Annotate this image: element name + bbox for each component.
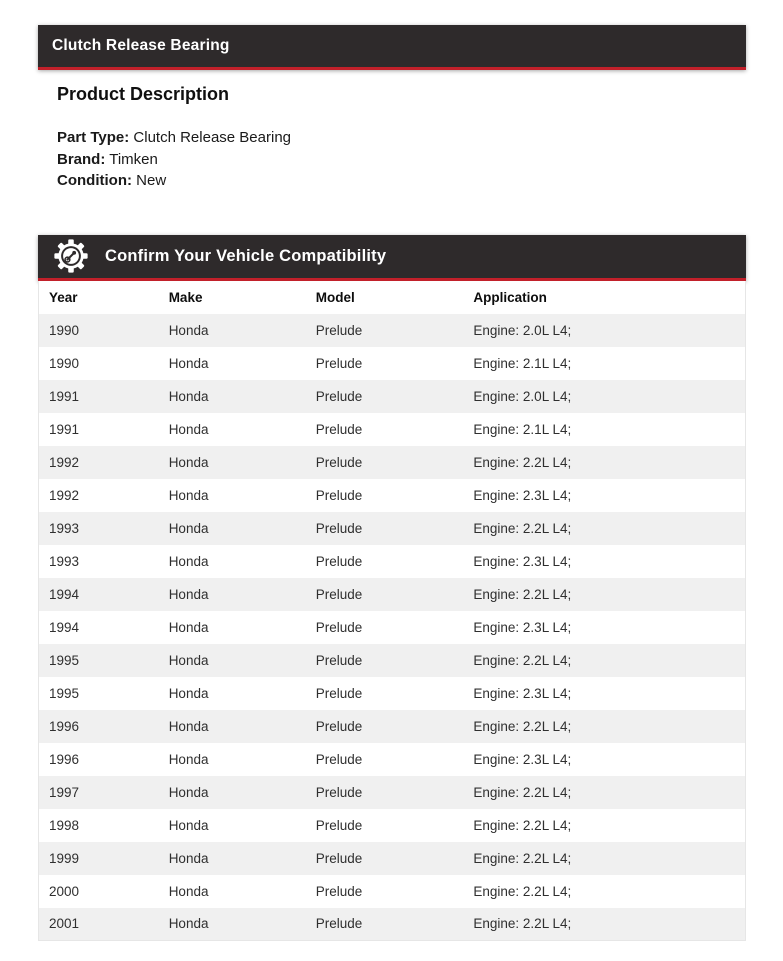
column-header-application: Application <box>463 281 745 314</box>
product-attribute-list <box>57 127 746 192</box>
table-cell: Prelude <box>315 586 363 602</box>
compatibility-title: Confirm Your Vehicle Compatibility <box>105 246 387 265</box>
table-cell: Engine: 2.2L L4; <box>473 520 572 536</box>
table-cell: Honda <box>168 355 209 371</box>
table-cell: Engine: 2.2L L4; <box>473 916 572 932</box>
column-header-year: Year <box>39 281 159 314</box>
compatibility-header-bar <box>38 235 746 281</box>
table-cell: 1996 <box>49 751 80 767</box>
table-row <box>39 908 746 941</box>
table-cell: Honda <box>168 322 209 338</box>
attribute-value: Timken <box>105 150 158 168</box>
table-cell: 1992 <box>49 487 80 503</box>
table-cell: Engine: 2.1L L4; <box>473 355 572 371</box>
attribute-value: New <box>131 172 167 189</box>
table-cell: Engine: 2.3L L4; <box>473 685 572 701</box>
table-row <box>39 875 746 908</box>
table-cell: 1999 <box>49 850 80 866</box>
table-cell: Honda <box>168 652 209 668</box>
table-cell: 2000 <box>49 883 80 899</box>
table-cell: Honda <box>168 619 209 635</box>
table-cell: Honda <box>168 850 209 866</box>
table-cell: Honda <box>168 817 209 833</box>
attribute-value: Clutch Release Bearing <box>129 129 292 146</box>
table-cell: Prelude <box>315 751 363 767</box>
table-cell: 1995 <box>49 652 80 668</box>
table-cell: 1996 <box>49 718 80 734</box>
table-cell: Prelude <box>315 784 363 800</box>
table-cell: Prelude <box>315 487 363 503</box>
table-cell: 1991 <box>49 421 80 437</box>
table-cell: Prelude <box>315 520 363 536</box>
table-cell: Honda <box>168 718 209 734</box>
attribute-label: Brand: <box>57 150 106 168</box>
table-cell: Honda <box>168 388 209 404</box>
table-cell: Engine: 2.2L L4; <box>473 718 572 734</box>
product-title: Clutch Release Bearing <box>52 37 230 54</box>
product-title-bar <box>38 25 746 70</box>
table-cell: Engine: 2.3L L4; <box>473 487 572 503</box>
table-cell: Prelude <box>315 916 363 932</box>
table-row <box>39 512 746 545</box>
table-cell: Prelude <box>315 355 363 371</box>
table-cell: Prelude <box>315 322 363 338</box>
table-row <box>39 314 746 347</box>
table-cell: Prelude <box>315 652 363 668</box>
table-cell: Prelude <box>315 817 363 833</box>
table-cell: Honda <box>168 685 209 701</box>
gear-bearing-icon <box>52 237 90 275</box>
table-cell: Prelude <box>315 718 363 734</box>
table-cell: 1990 <box>49 355 80 371</box>
table-cell: Honda <box>168 487 209 503</box>
product-attribute <box>57 170 746 192</box>
table-cell: Prelude <box>315 883 363 899</box>
table-cell: 1997 <box>49 784 80 800</box>
table-row <box>39 545 746 578</box>
table-cell: 1994 <box>49 619 80 635</box>
table-cell: Honda <box>168 520 209 536</box>
table-row <box>39 710 746 743</box>
table-cell: 1993 <box>49 520 80 536</box>
table-cell: 1991 <box>49 388 80 404</box>
table-row <box>39 347 746 380</box>
table-row <box>39 380 746 413</box>
product-attribute <box>57 127 746 149</box>
product-description-heading: Product Description <box>57 84 230 104</box>
attribute-label: Part Type: <box>57 129 130 146</box>
table-cell: Engine: 2.2L L4; <box>473 784 572 800</box>
table-cell: Prelude <box>315 421 363 437</box>
table-cell: 1994 <box>49 586 80 602</box>
table-row <box>39 809 746 842</box>
table-cell: 1993 <box>49 553 80 569</box>
product-description-section <box>38 70 746 192</box>
table-cell: Prelude <box>315 619 363 635</box>
table-cell: 1998 <box>49 817 80 833</box>
table-cell: Honda <box>168 421 209 437</box>
table-cell: Honda <box>168 784 209 800</box>
table-cell: Honda <box>168 553 209 569</box>
compatibility-table <box>38 281 746 942</box>
table-cell: 1992 <box>49 454 80 470</box>
attribute-label: Condition: <box>57 172 132 189</box>
compatibility-table-body <box>39 314 746 941</box>
table-row <box>39 677 746 710</box>
table-cell: Engine: 2.0L L4; <box>473 322 572 338</box>
table-cell: Honda <box>168 454 209 470</box>
table-row <box>39 413 746 446</box>
table-cell: 1990 <box>49 322 80 338</box>
table-row <box>39 644 746 677</box>
column-header-make: Make <box>159 281 306 314</box>
table-cell: Prelude <box>315 388 363 404</box>
table-row <box>39 842 746 875</box>
table-cell: Honda <box>168 916 209 932</box>
table-cell: Engine: 2.2L L4; <box>473 586 572 602</box>
table-header-row <box>39 281 746 314</box>
table-cell: Prelude <box>315 850 363 866</box>
column-header-model: Model <box>306 281 464 314</box>
table-cell: Engine: 2.0L L4; <box>473 388 572 404</box>
table-cell: Honda <box>168 586 209 602</box>
table-cell: Prelude <box>315 454 363 470</box>
product-attribute <box>57 149 746 171</box>
compatibility-table-head <box>39 281 746 314</box>
table-cell: 2001 <box>49 916 80 932</box>
table-row <box>39 776 746 809</box>
table-cell: Engine: 2.1L L4; <box>473 421 572 437</box>
table-cell: Engine: 2.2L L4; <box>473 652 572 668</box>
table-row <box>39 578 746 611</box>
table-cell: Engine: 2.2L L4; <box>473 883 572 899</box>
table-cell: Prelude <box>315 685 363 701</box>
table-row <box>39 611 746 644</box>
table-cell: Engine: 2.2L L4; <box>473 817 572 833</box>
table-cell: Engine: 2.2L L4; <box>473 454 572 470</box>
table-cell: Honda <box>168 751 209 767</box>
table-row <box>39 446 746 479</box>
table-cell: Engine: 2.3L L4; <box>473 619 572 635</box>
table-cell: Engine: 2.2L L4; <box>473 850 572 866</box>
table-cell: 1995 <box>49 685 80 701</box>
table-cell: Engine: 2.3L L4; <box>473 553 572 569</box>
table-row <box>39 743 746 776</box>
table-cell: Prelude <box>315 553 363 569</box>
table-row <box>39 479 746 512</box>
table-cell: Honda <box>168 883 209 899</box>
compatibility-section <box>38 235 746 942</box>
table-cell: Engine: 2.3L L4; <box>473 751 572 767</box>
